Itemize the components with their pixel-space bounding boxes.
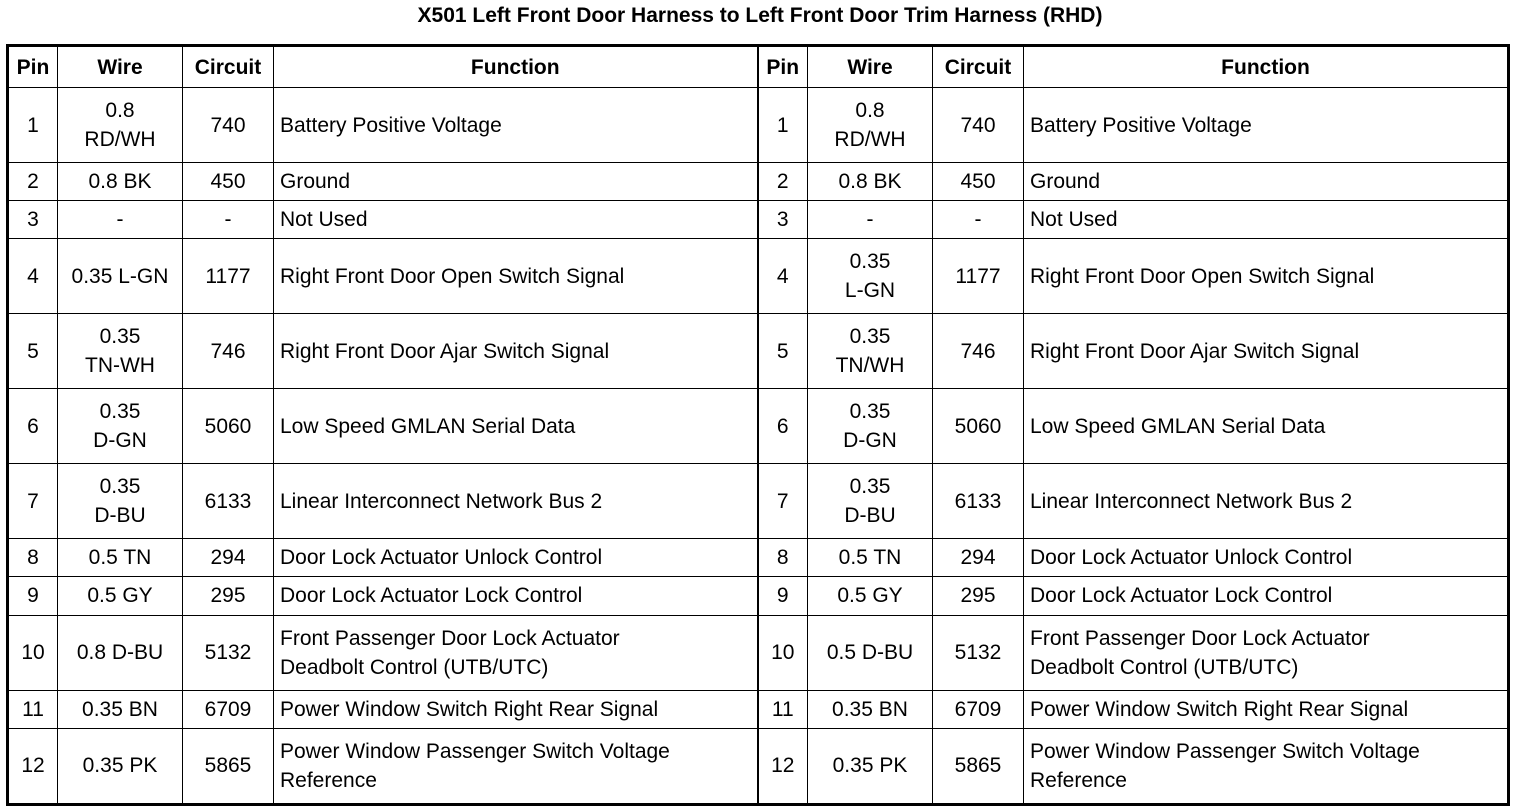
pin-cell: 3 bbox=[8, 201, 58, 239]
wire-cell bbox=[808, 239, 933, 314]
function-line: Ground bbox=[280, 170, 351, 194]
header-function: Function bbox=[274, 46, 758, 88]
function-line: Front Passenger Door Lock Actuator bbox=[280, 626, 620, 650]
wire-line: 0.35 PK bbox=[832, 754, 908, 778]
function-line: Right Front Door Ajar Switch Signal bbox=[1030, 339, 1360, 363]
header-wire: Wire bbox=[808, 46, 933, 88]
function-line: Door Lock Actuator Lock Control bbox=[280, 584, 583, 608]
function-line: Not Used bbox=[280, 208, 368, 232]
circuit-cell: - bbox=[183, 201, 274, 239]
circuit-cell: - bbox=[933, 201, 1024, 239]
function-cell bbox=[1024, 728, 1509, 804]
function-cell bbox=[274, 615, 758, 690]
function-line: Battery Positive Voltage bbox=[1030, 113, 1252, 137]
function-line: Low Speed GMLAN Serial Data bbox=[280, 414, 576, 438]
wire-cell bbox=[58, 577, 183, 615]
wire-line: 0.8 bbox=[105, 99, 135, 122]
header-pin: Pin bbox=[8, 46, 58, 88]
table-body bbox=[8, 88, 1509, 805]
circuit-cell: 5060 bbox=[183, 389, 274, 464]
wire-cell bbox=[58, 314, 183, 389]
header-pin: Pin bbox=[758, 46, 808, 88]
pin-cell: 2 bbox=[758, 163, 808, 201]
wire-line: RD/WH bbox=[84, 128, 156, 151]
header-circuit: Circuit bbox=[933, 46, 1024, 88]
pin-cell: 6 bbox=[758, 389, 808, 464]
circuit-cell: 5132 bbox=[933, 615, 1024, 690]
wire-line: TN/WH bbox=[835, 354, 905, 378]
circuit-cell: 6133 bbox=[183, 464, 274, 539]
function-line: Right Front Door Ajar Switch Signal bbox=[280, 339, 610, 363]
header-wire: Wire bbox=[58, 46, 183, 88]
function-line: Door Lock Actuator Unlock Control bbox=[280, 546, 603, 570]
function-cell bbox=[274, 314, 758, 389]
wire-line: 0.5 GY bbox=[837, 584, 903, 608]
circuit-cell: 450 bbox=[183, 163, 274, 201]
wire-line: 0.5 GY bbox=[87, 584, 153, 608]
wire-cell bbox=[58, 201, 183, 239]
wire-line: 0.35 bbox=[99, 325, 141, 349]
pin-cell: 2 bbox=[8, 163, 58, 201]
function-cell bbox=[274, 539, 758, 577]
wire-line: 0.35 PK bbox=[82, 754, 158, 778]
function-cell bbox=[1024, 464, 1509, 539]
function-cell bbox=[1024, 389, 1509, 464]
pinout-table bbox=[6, 44, 1510, 806]
wire-line: 0.35 BN bbox=[832, 697, 908, 721]
header-function: Function bbox=[1024, 46, 1509, 88]
function-cell bbox=[1024, 690, 1509, 728]
wire-cell bbox=[58, 464, 183, 539]
wire-line: 0.35 bbox=[849, 475, 891, 499]
wire-cell bbox=[808, 577, 933, 615]
circuit-cell: 5865 bbox=[933, 728, 1024, 804]
wire-cell bbox=[58, 615, 183, 690]
pin-cell: 7 bbox=[8, 464, 58, 539]
pin-cell: 10 bbox=[8, 615, 58, 690]
wire-line: 0.8 D-BU bbox=[76, 641, 164, 664]
circuit-cell: 5865 bbox=[183, 728, 274, 804]
function-line: Not Used bbox=[1030, 208, 1118, 232]
pin-cell: 6 bbox=[8, 389, 58, 464]
pin-cell: 1 bbox=[8, 88, 58, 163]
function-cell bbox=[274, 464, 758, 539]
table-row bbox=[8, 239, 1509, 314]
pin-cell: 7 bbox=[758, 464, 808, 539]
function-line: Ground bbox=[1030, 170, 1101, 194]
pin-cell: 8 bbox=[758, 539, 808, 577]
pin-cell: 8 bbox=[8, 539, 58, 577]
header-row bbox=[8, 46, 1509, 88]
wire-line: 0.35 bbox=[849, 250, 891, 274]
function-line: Low Speed GMLAN Serial Data bbox=[1030, 414, 1326, 438]
wire-line: D-GN bbox=[93, 429, 147, 453]
pin-cell: 4 bbox=[8, 239, 58, 314]
pin-cell: 12 bbox=[758, 728, 808, 804]
function-cell bbox=[274, 163, 758, 201]
wire-cell bbox=[58, 88, 183, 163]
wire-line: 0.35 bbox=[99, 475, 141, 499]
table-row bbox=[8, 690, 1509, 728]
function-line: Power Window Switch Right Rear Signal bbox=[280, 697, 659, 721]
wire-cell bbox=[808, 728, 933, 804]
function-cell bbox=[1024, 539, 1509, 577]
wire-cell bbox=[808, 201, 933, 239]
function-line: Deadbolt Control (UTB/UTC) bbox=[1030, 655, 1299, 679]
wire-line: 0.8 BK bbox=[838, 170, 902, 194]
wire-cell bbox=[58, 389, 183, 464]
table-row bbox=[8, 314, 1509, 389]
wire-line: 0.8 BK bbox=[88, 170, 152, 194]
function-line: Power Window Switch Right Rear Signal bbox=[1030, 697, 1409, 721]
pin-cell: 1 bbox=[758, 88, 808, 163]
wire-cell bbox=[58, 163, 183, 201]
circuit-cell: 746 bbox=[933, 314, 1024, 389]
function-line: Right Front Door Open Switch Signal bbox=[280, 264, 625, 288]
wire-line: 0.35 bbox=[99, 400, 141, 424]
wire-line: 0.5 TN bbox=[838, 546, 902, 570]
pin-cell: 9 bbox=[8, 577, 58, 615]
function-line: Reference bbox=[1030, 768, 1127, 792]
wire-cell bbox=[808, 615, 933, 690]
wire-line: 0.35 bbox=[849, 400, 891, 424]
table-row bbox=[8, 389, 1509, 464]
pin-cell: 10 bbox=[758, 615, 808, 690]
table-row bbox=[8, 539, 1509, 577]
function-cell bbox=[274, 728, 758, 804]
wire-line: D-BU bbox=[94, 504, 146, 528]
function-cell bbox=[274, 690, 758, 728]
wire-line: 0.8 bbox=[855, 99, 885, 122]
pin-cell: 11 bbox=[758, 690, 808, 728]
function-line: Battery Positive Voltage bbox=[280, 113, 502, 137]
wire-cell bbox=[808, 314, 933, 389]
wire-cell bbox=[808, 163, 933, 201]
wire-line: D-BU bbox=[844, 504, 896, 528]
function-cell bbox=[1024, 88, 1509, 163]
circuit-cell: 6133 bbox=[933, 464, 1024, 539]
function-cell bbox=[1024, 239, 1509, 314]
wire-cell bbox=[808, 88, 933, 163]
circuit-cell: 6709 bbox=[933, 690, 1024, 728]
wire-line: 0.35 bbox=[849, 325, 891, 349]
circuit-cell: 6709 bbox=[183, 690, 274, 728]
function-line: Right Front Door Open Switch Signal bbox=[1030, 264, 1375, 288]
wire-line: TN-WH bbox=[85, 354, 155, 378]
circuit-cell: 5060 bbox=[933, 389, 1024, 464]
circuit-cell: 294 bbox=[933, 539, 1024, 577]
circuit-cell: 746 bbox=[183, 314, 274, 389]
wire-line: - bbox=[116, 208, 124, 232]
function-cell bbox=[274, 201, 758, 239]
circuit-cell: 740 bbox=[183, 88, 274, 163]
function-line: Door Lock Actuator Unlock Control bbox=[1030, 546, 1353, 570]
pin-cell: 4 bbox=[758, 239, 808, 314]
table-row bbox=[8, 201, 1509, 239]
wire-line: - bbox=[866, 208, 874, 232]
function-line: Reference bbox=[280, 768, 377, 792]
function-line: Power Window Passenger Switch Voltage bbox=[280, 739, 670, 763]
function-line: Door Lock Actuator Lock Control bbox=[1030, 584, 1333, 608]
circuit-cell: 5132 bbox=[183, 615, 274, 690]
pin-cell: 5 bbox=[8, 314, 58, 389]
wire-cell bbox=[808, 539, 933, 577]
table-row bbox=[8, 728, 1509, 804]
function-cell bbox=[274, 389, 758, 464]
circuit-cell: 295 bbox=[933, 577, 1024, 615]
circuit-cell: 450 bbox=[933, 163, 1024, 201]
function-line: Linear Interconnect Network Bus 2 bbox=[1030, 489, 1353, 513]
function-cell bbox=[1024, 201, 1509, 239]
circuit-cell: 294 bbox=[183, 539, 274, 577]
function-line: Power Window Passenger Switch Voltage bbox=[1030, 739, 1420, 763]
wire-line: 0.35 L-GN bbox=[71, 264, 169, 288]
circuit-cell: 1177 bbox=[933, 239, 1024, 314]
function-cell bbox=[1024, 615, 1509, 690]
function-cell bbox=[1024, 577, 1509, 615]
table-row bbox=[8, 163, 1509, 201]
wire-line: L-GN bbox=[844, 279, 896, 303]
function-cell bbox=[1024, 163, 1509, 201]
function-cell bbox=[1024, 314, 1509, 389]
table-row bbox=[8, 464, 1509, 539]
function-cell bbox=[274, 239, 758, 314]
function-line: Linear Interconnect Network Bus 2 bbox=[280, 489, 603, 513]
function-line: Front Passenger Door Lock Actuator bbox=[1030, 626, 1370, 650]
pin-cell: 3 bbox=[758, 201, 808, 239]
wire-line: 0.5 D-BU bbox=[826, 641, 914, 664]
wire-line: D-GN bbox=[843, 429, 897, 453]
wire-cell bbox=[58, 690, 183, 728]
wire-line: 0.35 BN bbox=[82, 697, 158, 721]
function-cell bbox=[274, 88, 758, 163]
wire-line: 0.5 TN bbox=[88, 546, 152, 570]
pin-cell: 12 bbox=[8, 728, 58, 804]
function-cell bbox=[274, 577, 758, 615]
pin-cell: 9 bbox=[758, 577, 808, 615]
wire-cell bbox=[808, 464, 933, 539]
wire-cell bbox=[808, 690, 933, 728]
wire-cell bbox=[58, 539, 183, 577]
circuit-cell: 1177 bbox=[183, 239, 274, 314]
page-title: X501 Left Front Door Harness to Left Front Door Trim Harness (RHD) bbox=[417, 4, 1103, 27]
pin-cell: 5 bbox=[758, 314, 808, 389]
table-row bbox=[8, 88, 1509, 163]
pin-cell: 11 bbox=[8, 690, 58, 728]
table-row bbox=[8, 577, 1509, 615]
wire-cell bbox=[58, 239, 183, 314]
circuit-cell: 295 bbox=[183, 577, 274, 615]
wire-line: RD/WH bbox=[834, 128, 906, 151]
function-line: Deadbolt Control (UTB/UTC) bbox=[280, 655, 549, 679]
circuit-cell: 740 bbox=[933, 88, 1024, 163]
header-circuit: Circuit bbox=[183, 46, 274, 88]
table-row bbox=[8, 615, 1509, 690]
wire-cell bbox=[808, 389, 933, 464]
wire-cell bbox=[58, 728, 183, 804]
